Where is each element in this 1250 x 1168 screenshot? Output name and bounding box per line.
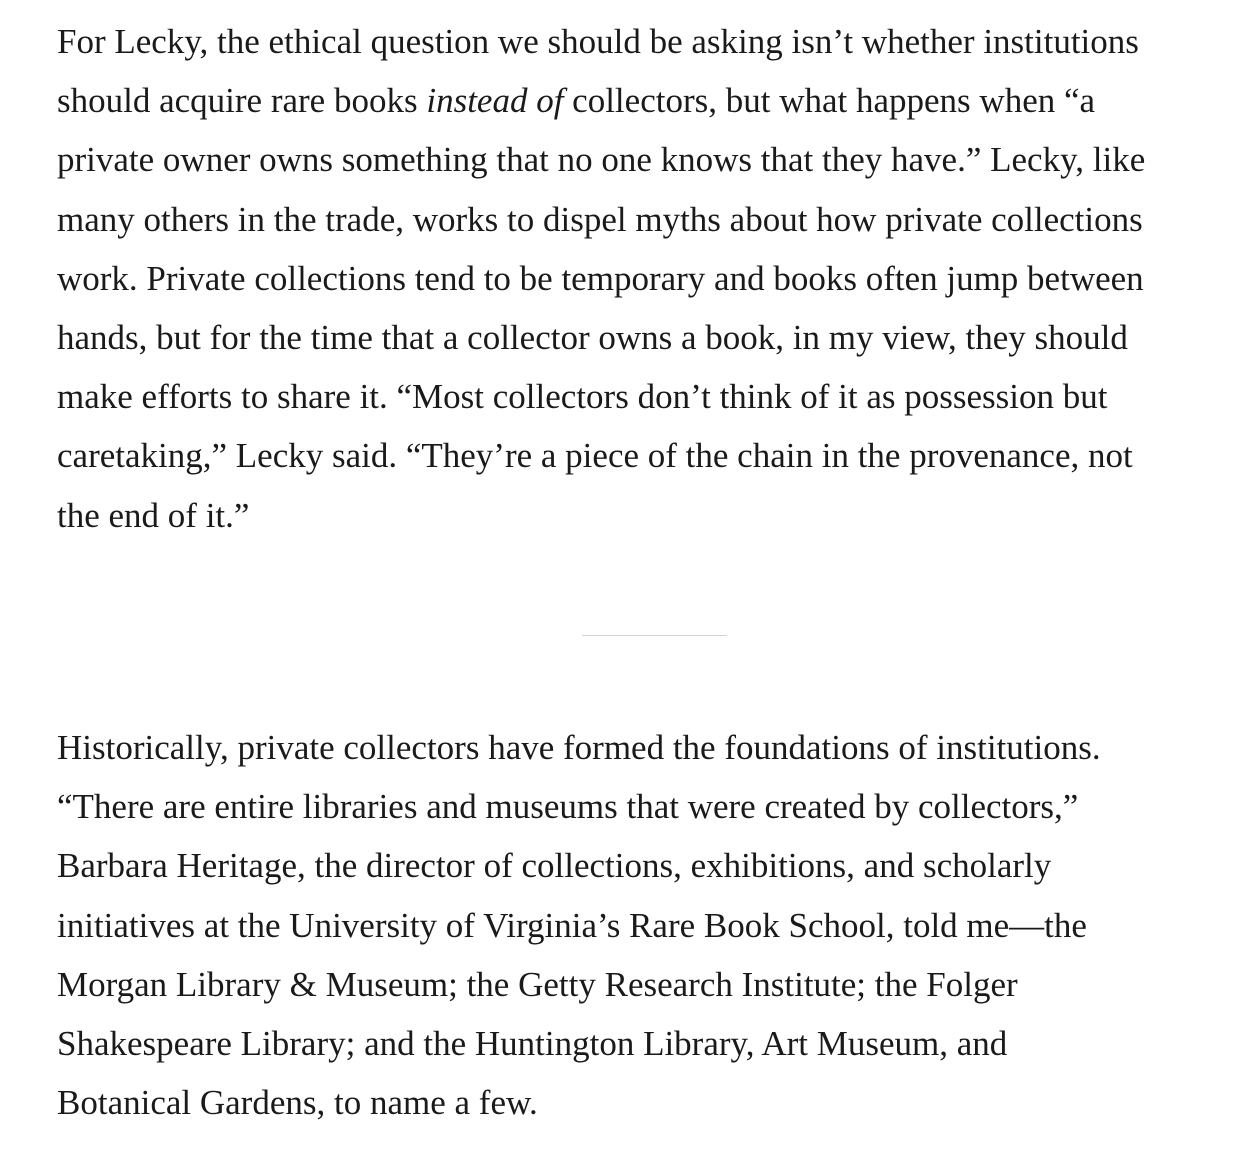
paragraph-line: Barbara Heritage, the director of collections, exhibitions, and scholarly [57,846,1052,886]
paragraph-line: initiatives at the University of Virginia’s Rare Book School, told me—the [57,905,1087,945]
paragraph-line: Botanical Gardens, to name a few. [57,1083,538,1123]
paragraph-line: Historically, private collectors have formed the foundations of institutions. [57,728,1101,767]
paragraph-line: make efforts to share it. “Most collectors don’t think of it as possession but [57,377,1108,417]
line-text: should acquire rare books [57,81,427,121]
paragraph-history [57,718,1249,1132]
line-text: collectors, but what happens when “a [563,81,1096,121]
paragraph-line [57,71,1249,130]
paragraph-lecky [57,12,1249,545]
paragraph-line: hands, but for the time that a collector owns a book, in my view, they should [57,318,1128,358]
paragraph-line: many others in the trade, works to dispel myths about how private collections [57,199,1143,239]
section-divider [582,635,727,636]
paragraph-line: For Lecky, the ethical question we should be asking isn’t whether institutions [57,22,1139,61]
emphasis-text: instead of [426,81,564,121]
paragraph-line: private owner owns something that no one knows that they have.” Lecky, like [57,140,1146,180]
paragraph-line: Morgan Library & Museum; the Getty Research Institute; the Folger [57,964,1018,1004]
paragraph-line: caretaking,” Lecky said. “They’re a piece of the chain in the provenance, not [57,436,1133,476]
paragraph-line: “There are entire libraries and museums that were created by collectors,” [57,787,1079,827]
paragraph-line: Shakespeare Library; and the Huntington Library, Art Museum, and [57,1024,1008,1064]
paragraph-line: work. Private collections tend to be temporary and books often jump between [57,258,1144,298]
paragraph-line: the end of it.” [57,495,250,535]
